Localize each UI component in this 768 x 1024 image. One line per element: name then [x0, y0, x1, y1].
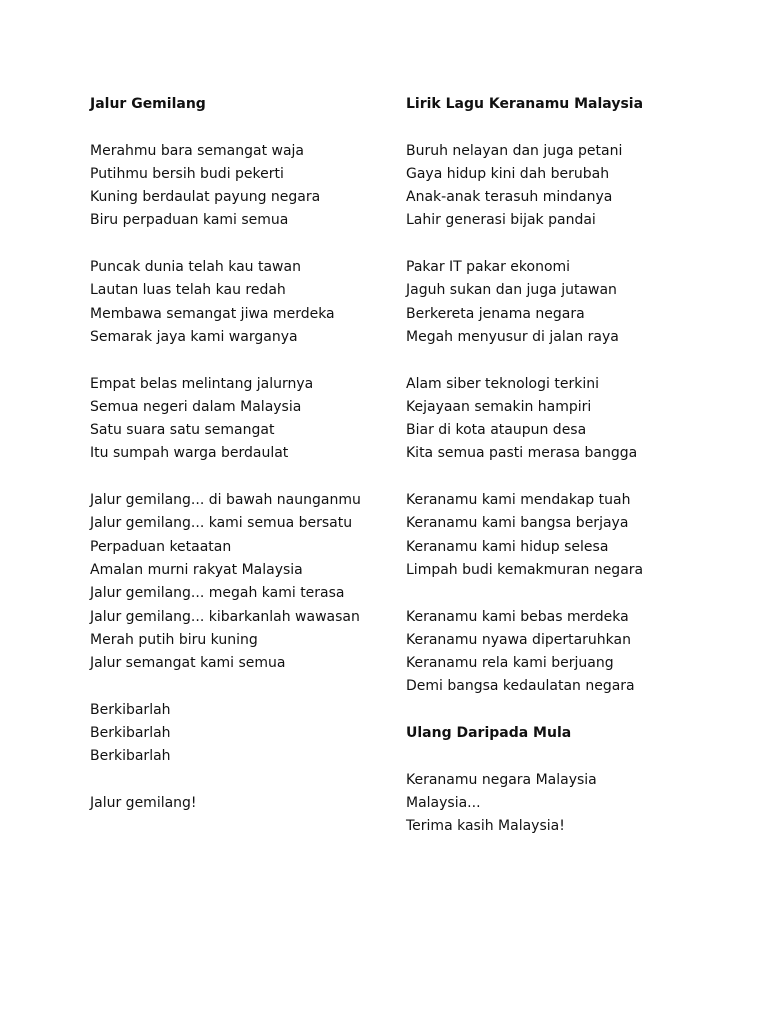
lyric-line: Kuning berdaulat payung negara — [90, 189, 321, 206]
stanza — [90, 256, 380, 349]
lyric-line: Biru perpaduan kami semua — [90, 212, 289, 229]
lyric-line: Megah menyusur di jalan raya — [406, 328, 619, 345]
lyric-line: Membawa semangat jiwa merdeka — [90, 305, 335, 322]
lyric-line: Alam siber teknologi terkini — [406, 375, 599, 392]
stanza — [90, 699, 380, 769]
lyric-line: Buruh nelayan dan juga petani — [406, 142, 623, 159]
lyric-line: Itu sumpah warga berdaulat — [90, 445, 289, 462]
lyric-line: Limpah budi kemakmuran negara — [406, 561, 644, 578]
lyric-line: Keranamu negara Malaysia — [406, 771, 597, 788]
lyric-line: Jalur gemilang... kami semua bersatu — [90, 515, 353, 532]
lyric-line: Malaysia... — [406, 794, 481, 811]
lyric-line: Satu suara satu semangat — [90, 422, 275, 439]
lyric-line: Berkereta jenama negara — [406, 305, 585, 322]
stanza — [406, 373, 706, 466]
right-lyrics — [406, 140, 706, 699]
lyric-line: Berkibarlah — [90, 725, 171, 742]
stanza — [90, 373, 380, 466]
lyric-line: Gaya hidup kini dah berubah — [406, 165, 610, 182]
lyric-line: Lautan luas telah kau redah — [90, 282, 286, 299]
lyric-line: Empat belas melintang jalurnya — [90, 375, 314, 392]
stanza — [406, 256, 706, 349]
lyric-line: Terima kasih Malaysia! — [406, 818, 565, 835]
lyric-line: Jalur gemilang... kibarkanlah wawasan — [90, 608, 360, 625]
stanza — [90, 792, 380, 815]
left-column — [90, 93, 380, 839]
lyric-line: Keranamu nyawa dipertaruhkan — [406, 631, 631, 648]
lyric-line: Keranamu kami mendakap tuah — [406, 492, 631, 509]
lyric-line: Anak-anak terasuh mindanya — [406, 189, 613, 206]
lyric-line: Keranamu rela kami berjuang — [406, 655, 614, 672]
lyric-line: Perpaduan ketaatan — [90, 538, 232, 555]
lyric-line: Jalur semangat kami semua — [90, 655, 286, 672]
stanza — [406, 140, 706, 233]
song-title-jalur-gemilang: Jalur Gemilang — [90, 96, 206, 112]
stanza — [406, 489, 706, 582]
lyric-line: Jalur gemilang! — [90, 794, 197, 811]
lyric-line: Lahir generasi bijak pandai — [406, 212, 596, 229]
lyric-line: Merah putih biru kuning — [90, 631, 258, 648]
closing-stanza — [406, 769, 706, 839]
lyric-line: Pakar IT pakar ekonomi — [406, 259, 571, 276]
lyric-line: Jalur gemilang... di bawah naunganmu — [90, 492, 361, 509]
lyric-line: Puncak dunia telah kau tawan — [90, 259, 301, 276]
lyric-line: Kita semua pasti merasa bangga — [406, 445, 638, 462]
lyric-line: Demi bangsa kedaulatan negara — [406, 678, 635, 695]
lyric-line: Putihmu bersih budi pekerti — [90, 165, 284, 182]
song-title-keranamu-malaysia: Lirik Lagu Keranamu Malaysia — [406, 96, 644, 112]
lyric-line: Merahmu bara semangat waja — [90, 142, 305, 159]
lyric-line: Amalan murni rakyat Malaysia — [90, 561, 303, 578]
lyric-line: Keranamu kami bangsa berjaya — [406, 515, 629, 532]
lyric-line: Jaguh sukan dan juga jutawan — [406, 282, 617, 299]
repeat-heading: Ulang Daripada Mula — [406, 725, 572, 742]
lyric-line: Berkibarlah — [90, 748, 171, 765]
lyric-line: Berkibarlah — [90, 701, 171, 718]
lyric-line: Kejayaan semakin hampiri — [406, 398, 592, 415]
lyric-line: Semarak jaya kami warganya — [90, 328, 298, 345]
lyric-line: Semua negeri dalam Malaysia — [90, 398, 302, 415]
stanza — [406, 606, 706, 699]
right-column — [406, 93, 706, 862]
lyric-line: Jalur gemilang... megah kami terasa — [90, 585, 345, 602]
lyric-line: Keranamu kami bebas merdeka — [406, 608, 629, 625]
lyric-line: Biar di kota ataupun desa — [406, 422, 587, 439]
stanza — [90, 489, 380, 675]
stanza — [90, 140, 380, 233]
lyric-line: Keranamu kami hidup selesa — [406, 538, 609, 555]
left-lyrics — [90, 140, 380, 816]
